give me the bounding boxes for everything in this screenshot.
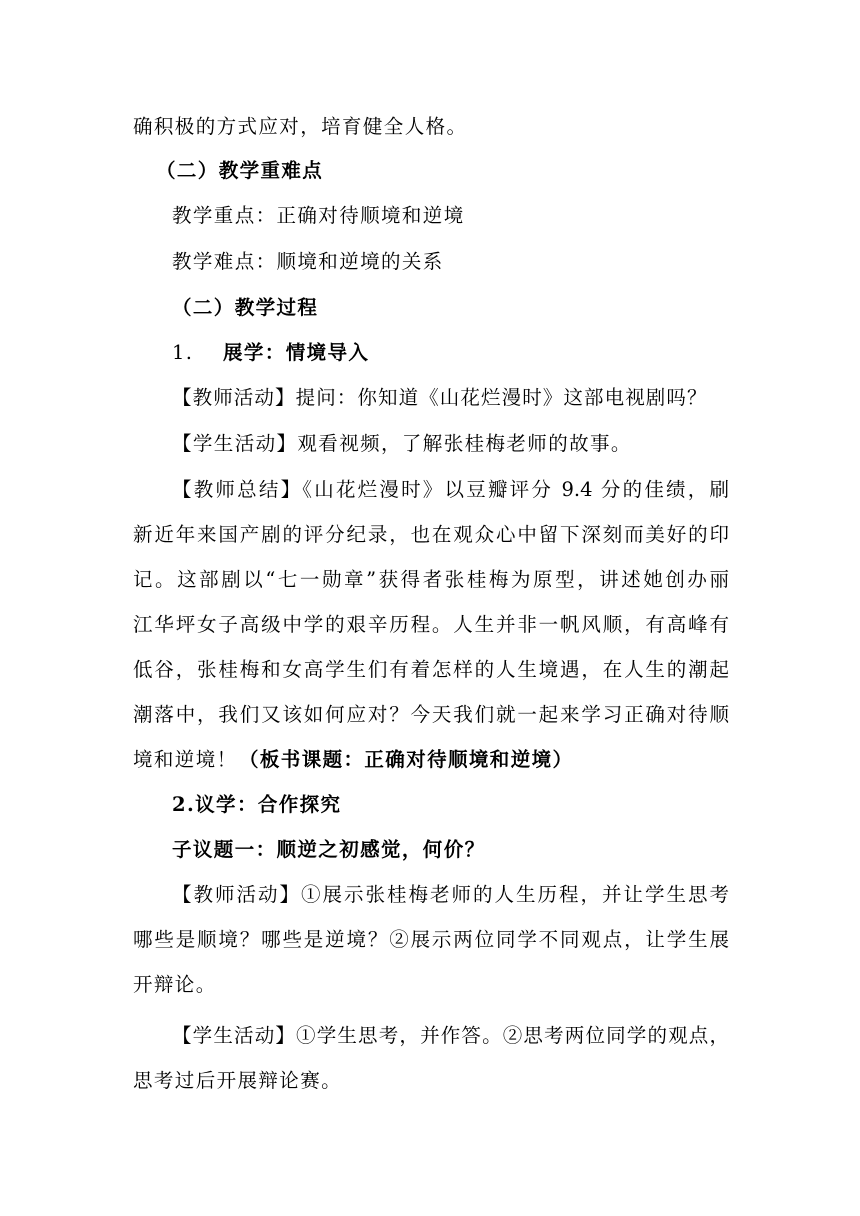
step-1-number: 1. [172,341,194,364]
step-2-title: 2.议学：合作探究 [172,793,342,816]
teacher-summary-line-1: 【教师总结】《山花烂漫时》以豆瓣评分 9.4 分的佳绩，刷 [172,478,729,501]
teacher-summary-line-2: 新近年来国产剧的评分纪录，也在观众心中留下深刻而美好的印 [133,523,729,546]
teaching-key-point: 教学重点：正确对待顺境和逆境 [172,204,465,227]
teacher-summary-line-6: 潮落中，我们又该如何应对？今天我们就一起来学习正确对待顺 [133,703,729,726]
student-activity-video: 【学生活动】观看视频，了解张桂梅老师的故事。 [172,432,632,455]
teacher-summary-line-3: 记。这部剧以“七一勋章”获得者张桂梅为原型，讲述她创办丽 [133,568,729,591]
teacher-activity-2-line-3: 开辩论。 [133,973,217,996]
step-1-title: 展学：情境导入 [223,341,370,364]
heading-teaching-difficulties: （二）教学重难点 [156,159,324,182]
teacher-summary-line-4: 江华坪女子高级中学的艰辛历程。人生并非一帆风顺，有高峰有 [133,613,729,636]
student-activity-2-line-1: 【学生活动】①学生思考，并作答。②思考两位同学的观点， [172,1024,729,1047]
student-activity-2-line-2: 思考过后开展辩论赛。 [133,1069,343,1092]
teacher-activity-2-line-2: 哪些是顺境？哪些是逆境？②展示两位同学不同观点，让学生展 [133,928,729,951]
text-line-continuation: 确积极的方式应对，培育健全人格。 [133,115,468,138]
teaching-difficult-point: 教学难点：顺境和逆境的关系 [172,250,444,273]
board-lesson-title: （板书课题：正确对待顺境和逆境） [239,748,574,771]
teacher-summary-line-7: 境和逆境！ [133,748,238,771]
teacher-activity-question: 【教师活动】提问：你知道《山花烂漫时》这部电视剧吗？ [172,386,708,409]
teacher-activity-2-line-1: 【教师活动】①展示张桂梅老师的人生历程，并让学生思考 [172,883,729,906]
sub-topic-one: 子议题一：顺逆之初感觉，何价？ [172,838,486,861]
heading-teaching-process: （二）教学过程 [172,296,319,319]
teacher-summary-line-5: 低谷，张桂梅和女高学生们有着怎样的人生境遇，在人生的潮起 [133,658,729,681]
